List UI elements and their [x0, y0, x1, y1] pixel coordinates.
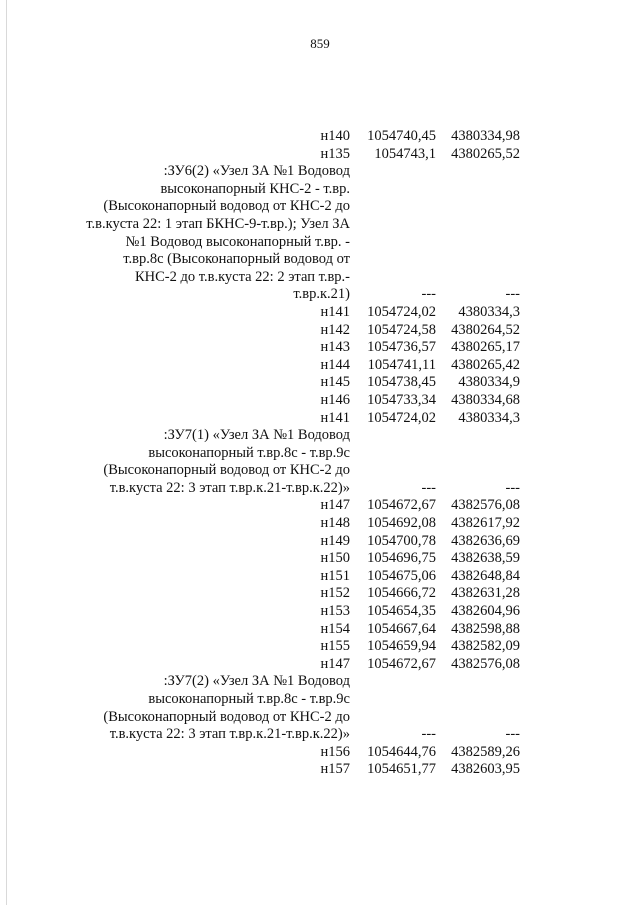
dash-x: ---: [421, 479, 436, 496]
coord-x: 1054743,1: [374, 145, 436, 162]
section-line: т.вр.8с (Высоконапорный водовод от: [123, 251, 350, 268]
dash-y: ---: [505, 286, 520, 303]
section-line: высоконапорный т.вр.8с - т.вр.9с: [148, 691, 350, 707]
coord-x: 1054659,94: [367, 638, 436, 655]
coord-x: 1054736,57: [367, 339, 436, 356]
point-name: н143: [320, 339, 350, 356]
table-row: [60, 585, 520, 603]
table-row: [60, 410, 520, 428]
section-line: (Высоконапорный водовод от КНС-2 до: [103, 198, 350, 215]
section-line: :ЗУ7(1) «Узел ЗА №1 Водовод: [163, 427, 350, 444]
section-line: высоконапорный КНС-2 - т.вр.: [160, 180, 350, 197]
coord-y: 4382598,88: [451, 620, 520, 637]
point-name: н157: [320, 761, 350, 778]
coord-x: 1054692,08: [367, 515, 436, 532]
table-row: [60, 146, 520, 164]
coord-y: 4382638,59: [451, 550, 520, 567]
coord-y: 4382648,84: [451, 567, 520, 584]
dash-y: ---: [505, 726, 520, 743]
point-name: н144: [320, 356, 350, 373]
point-name: н135: [320, 145, 350, 162]
coord-x: 1054675,06: [367, 567, 436, 584]
coord-x: 1054667,64: [367, 620, 436, 637]
coord-x: 1054738,45: [367, 374, 436, 391]
dash-row: [60, 480, 520, 498]
coord-x: 1054741,11: [367, 356, 436, 373]
coord-y: 4380265,52: [451, 145, 520, 162]
section-line: :ЗУ6(2) «Узел ЗА №1 Водовод: [163, 163, 350, 180]
point-name: н140: [320, 128, 350, 144]
table-row: [60, 374, 520, 392]
table-row: [60, 392, 520, 410]
point-name: н155: [320, 638, 350, 655]
table-row: [60, 550, 520, 568]
point-name: н148: [320, 515, 350, 532]
dash-spacer: [60, 726, 350, 744]
coord-x: 1054654,35: [367, 603, 436, 620]
point-name: н149: [320, 532, 350, 549]
coord-x: 1054724,02: [367, 303, 436, 320]
page-number: 859: [310, 36, 330, 51]
section-line: (Высоконапорный водовод от КНС-2 до: [103, 708, 350, 725]
dash-x: ---: [421, 726, 436, 743]
point-name: н153: [320, 603, 350, 620]
coord-y: 4382576,08: [451, 497, 520, 514]
table-row: [60, 357, 520, 375]
coord-y: 4382617,92: [451, 515, 520, 532]
scan-edge-line: [6, 0, 7, 905]
coord-x: 1054724,02: [367, 409, 436, 426]
point-name: н152: [320, 585, 350, 602]
point-name: н151: [320, 567, 350, 584]
coord-x: 1054644,76: [367, 743, 436, 760]
table-row: [60, 533, 520, 551]
coord-x: 1054672,67: [367, 497, 436, 514]
coord-y: 4382589,26: [451, 743, 520, 760]
coord-x: 1054666,72: [367, 585, 436, 602]
section-line: (Высоконапорный водовод от КНС-2 до: [103, 462, 350, 479]
section-line: :ЗУ7(2) «Узел ЗА №1 Водовод: [163, 673, 350, 690]
table-row: [60, 322, 520, 340]
dash-row: [60, 726, 520, 744]
coordinates-table: [60, 128, 520, 779]
section-header: [60, 163, 350, 304]
coord-y: 4380334,3: [458, 409, 520, 426]
coord-x: 1054724,58: [367, 321, 436, 338]
table-row: [60, 339, 520, 357]
table-row: [60, 744, 520, 762]
table-row: [60, 515, 520, 533]
coord-y: 4380334,3: [458, 303, 520, 320]
coord-y: 4380334,98: [451, 128, 520, 144]
coord-y: 4380265,17: [451, 339, 520, 356]
point-name: н141: [320, 409, 350, 426]
point-name: н145: [320, 374, 350, 391]
coord-y: 4380264,52: [451, 321, 520, 338]
point-name: н150: [320, 550, 350, 567]
coord-y: 4382604,96: [451, 603, 520, 620]
point-name: н147: [320, 497, 350, 514]
dash-y: ---: [505, 479, 520, 496]
coord-y: 4382631,28: [451, 585, 520, 602]
section-line: №1 Водовод высоконапорный т.вр. -: [125, 233, 350, 250]
coord-y: 4382576,08: [451, 655, 520, 672]
coord-y: 4380265,42: [451, 356, 520, 373]
coord-x: 1054651,77: [367, 761, 436, 778]
table-row: [60, 656, 520, 674]
coord-x: 1054696,75: [367, 550, 436, 567]
table-row: [60, 128, 520, 146]
section-line: т.в.куста 22: 1 этап БКНС-9-т.вр.); Узел ЗА: [86, 215, 350, 232]
coord-x: 1054733,34: [367, 391, 436, 408]
coord-x: 1054740,45: [367, 128, 436, 144]
coord-x: 1054700,78: [367, 532, 436, 549]
table-row: [60, 621, 520, 639]
table-row: [60, 603, 520, 621]
point-name: н141: [320, 303, 350, 320]
table-row: [60, 304, 520, 322]
section-line: т.в.куста 22: 3 этап т.вр.к.21-т.вр.к.22)»: [109, 479, 350, 496]
point-name: н147: [320, 655, 350, 672]
coord-y: 4380334,68: [451, 391, 520, 408]
section-line: КНС-2 до т.в.куста 22: 2 этап т.вр.-: [134, 268, 350, 285]
dash-row: [60, 286, 520, 304]
section-line: высоконапорный т.вр.8с - т.вр.9с: [148, 444, 350, 461]
coord-x: 1054672,67: [367, 655, 436, 672]
table-row: [60, 497, 520, 515]
point-name: н154: [320, 620, 350, 637]
dash-spacer: [60, 480, 350, 498]
dash-spacer: [60, 286, 350, 304]
table-row: [60, 638, 520, 656]
coord-y: 4380334,9: [458, 374, 520, 391]
coord-y: 4382582,09: [451, 638, 520, 655]
table-row: [60, 568, 520, 586]
section-line: т.вр.к.21): [293, 286, 350, 303]
point-name: н156: [320, 743, 350, 760]
coord-y: 4382636,69: [451, 532, 520, 549]
section-line: т.в.куста 22: 3 этап т.вр.к.21-т.вр.к.22)»: [109, 726, 350, 743]
dash-x: ---: [421, 286, 436, 303]
point-name: н146: [320, 391, 350, 408]
coord-y: 4382603,95: [451, 761, 520, 778]
point-name: н142: [320, 321, 350, 338]
table-row: [60, 761, 520, 779]
